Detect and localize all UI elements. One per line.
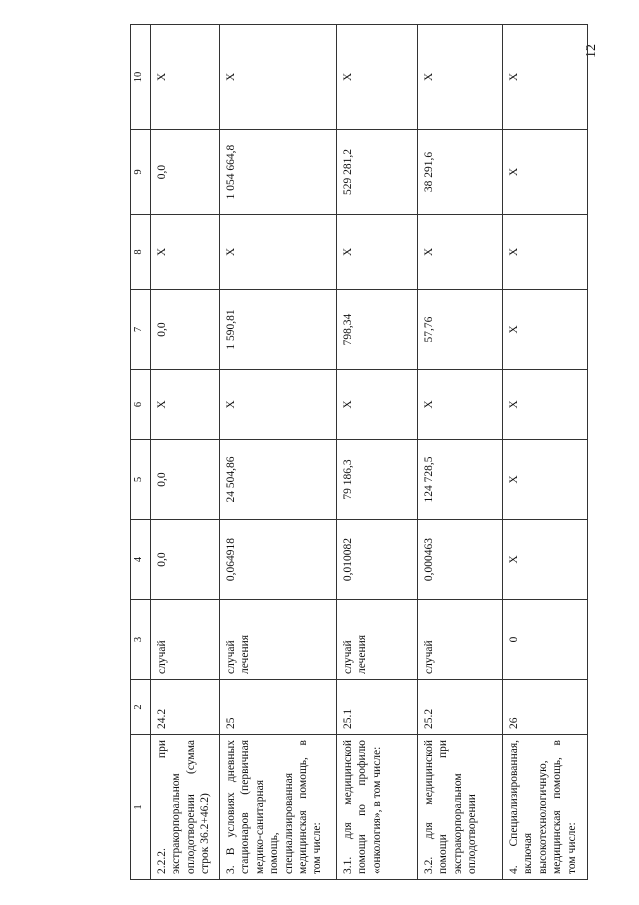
value-cell: 24 504,86	[220, 440, 337, 520]
value-cell: Х	[418, 370, 503, 440]
column-header: 8	[131, 215, 151, 290]
table-row	[151, 25, 220, 880]
value-cell: Х	[418, 215, 503, 290]
value-cell: Х	[503, 215, 588, 290]
value-cell: Х	[337, 370, 418, 440]
value-cell: Х	[220, 215, 337, 290]
value-cell: 38 291,6	[418, 130, 503, 215]
row-number-cell: 24.2	[151, 680, 220, 735]
column-header: 2	[131, 680, 151, 735]
value-cell: 0,0	[151, 440, 220, 520]
page-number: 12	[584, 44, 599, 58]
row-number-cell: 25.1	[337, 680, 418, 735]
unit-cell: случай	[151, 600, 220, 680]
value-cell: Х	[503, 25, 588, 130]
row-name-cell: 4. Специализированная, включая высокотехнологичную, медицинская помощь, в том числе:	[503, 735, 588, 880]
value-cell: Х	[151, 25, 220, 130]
value-cell: Х	[503, 290, 588, 370]
unit-cell: случай лечения	[337, 600, 418, 680]
value-cell: Х	[503, 370, 588, 440]
column-header: 7	[131, 290, 151, 370]
column-header: 9	[131, 130, 151, 215]
row-name-cell: 3.2. для медицинской помощи при экстракорпоральном оплодотворении	[418, 735, 503, 880]
row-number-cell: 25.2	[418, 680, 503, 735]
column-header: 4	[131, 520, 151, 600]
row-name-cell: 2.2.2. при экстракорпоральном оплодотворении (сумма строк 36.2+46.2)	[151, 735, 220, 880]
table-row	[418, 25, 503, 880]
value-cell: 798,34	[337, 290, 418, 370]
column-header: 1	[131, 735, 151, 880]
table-header-row	[131, 25, 151, 880]
value-cell: Х	[220, 370, 337, 440]
value-cell: 57,76	[418, 290, 503, 370]
value-cell: 1 590,81	[220, 290, 337, 370]
value-cell: Х	[337, 25, 418, 130]
value-cell: Х	[503, 440, 588, 520]
value-cell: 79 186,3	[337, 440, 418, 520]
unit-cell: случай лечения	[220, 600, 337, 680]
table-row	[220, 25, 337, 880]
value-cell: Х	[337, 215, 418, 290]
value-cell: 0,000463	[418, 520, 503, 600]
unit-cell: 0	[503, 600, 588, 680]
column-header: 5	[131, 440, 151, 520]
row-name-cell: 3. В условиях дневных стационаров (первичная медико-санитарная помощь, специализированная медицинская помощь, в том числе:	[220, 735, 337, 880]
value-cell: Х	[503, 130, 588, 215]
row-number-cell: 25	[220, 680, 337, 735]
unit-cell: случай	[418, 600, 503, 680]
row-number-cell: 26	[503, 680, 588, 735]
value-cell: 0,0	[151, 130, 220, 215]
column-header: 6	[131, 370, 151, 440]
value-cell: 529 281,2	[337, 130, 418, 215]
row-name-cell: 3.1. для медицинской помощи по профилю «онкология», в том числе:	[337, 735, 418, 880]
value-cell: Х	[220, 25, 337, 130]
data-table	[130, 24, 588, 880]
value-cell: 0,010082	[337, 520, 418, 600]
value-cell: Х	[503, 520, 588, 600]
table-row	[337, 25, 418, 880]
value-cell: Х	[151, 370, 220, 440]
value-cell: 0,064918	[220, 520, 337, 600]
value-cell: 0,0	[151, 520, 220, 600]
value-cell: 124 728,5	[418, 440, 503, 520]
data-table-rotated	[130, 25, 578, 880]
table-row	[503, 25, 588, 880]
value-cell: Х	[151, 215, 220, 290]
column-header: 3	[131, 600, 151, 680]
value-cell: 1 054 664,8	[220, 130, 337, 215]
value-cell: Х	[418, 25, 503, 130]
value-cell: 0,0	[151, 290, 220, 370]
column-header: 10	[131, 25, 151, 130]
